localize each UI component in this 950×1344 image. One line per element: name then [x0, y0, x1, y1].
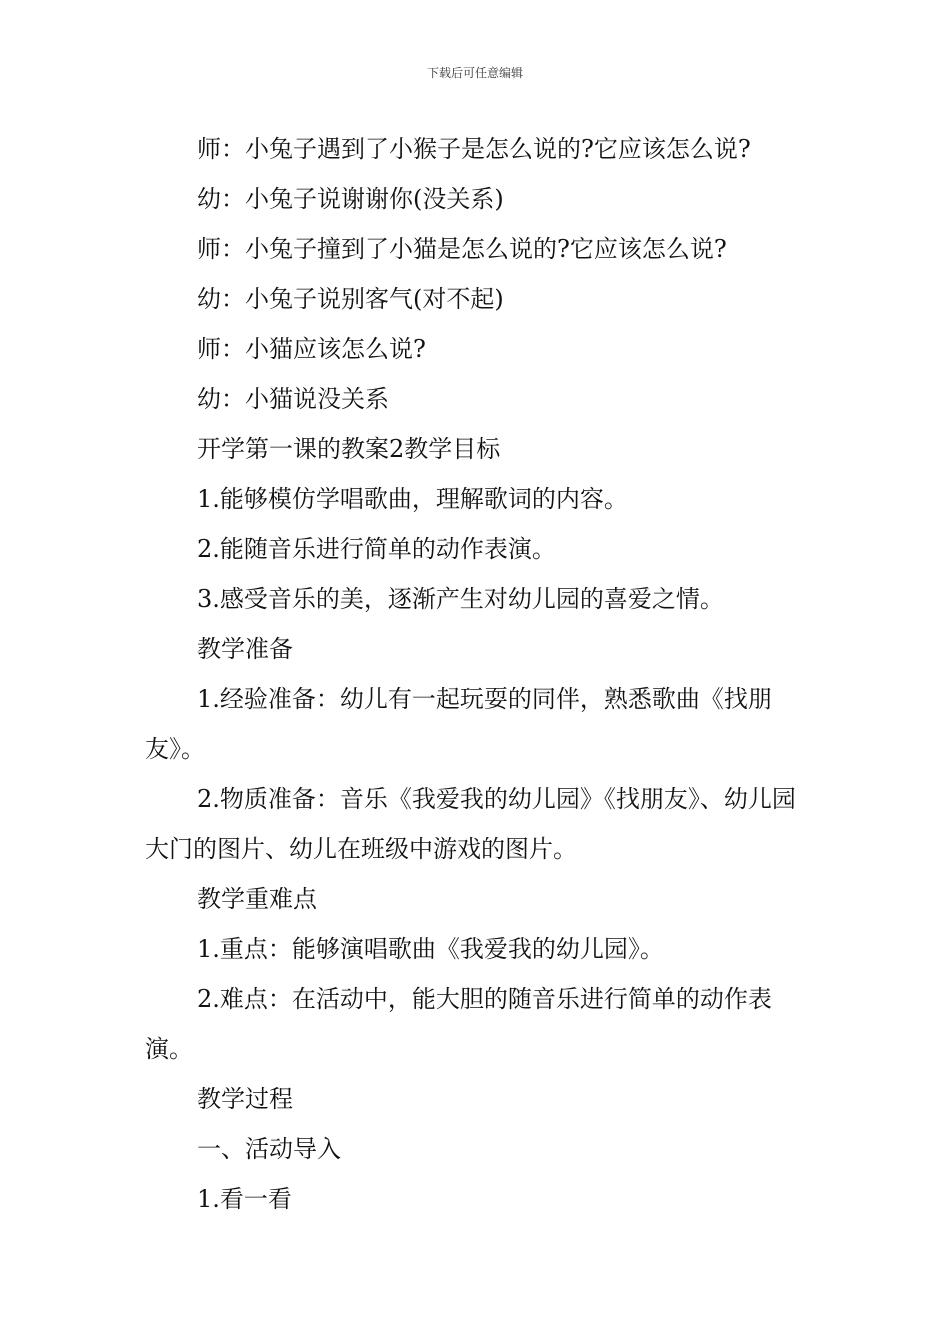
dialogue-line: 幼：小兔子说别客气(对不起)	[197, 285, 504, 313]
dialogue-line: 师：小兔子遇到了小猴子是怎么说的?它应该怎么说?	[197, 135, 751, 163]
section-heading-preparation: 教学准备	[197, 635, 293, 663]
dialogue-line: 幼：小猫说没关系	[197, 385, 389, 413]
section-heading-objectives: 开学第一课的教案2教学目标	[197, 435, 501, 463]
document-body	[145, 124, 807, 1224]
dialogue-line: 师：小猫应该怎么说?	[197, 335, 426, 363]
key-point-item: 2.难点：在活动中，能大胆的随音乐进行简单的动作表演。	[145, 985, 772, 1063]
process-step: 一、活动导入	[197, 1135, 341, 1163]
preparation-item: 1.经验准备：幼儿有一起玩耍的同伴，熟悉歌曲《找朋友》。	[145, 685, 772, 763]
key-point-item: 1.重点：能够演唱歌曲《我爱我的幼儿园》。	[197, 935, 664, 963]
section-heading-process: 教学过程	[197, 1085, 293, 1113]
dialogue-line: 幼：小兔子说谢谢你(没关系)	[197, 185, 504, 213]
preparation-item: 2.物质准备：音乐《我爱我的幼儿园》《找朋友》、幼儿园大门的图片、幼儿在班级中游戏的图片。	[145, 785, 796, 863]
process-substep: 1.看一看	[197, 1185, 292, 1213]
objective-item: 3.感受音乐的美，逐渐产生对幼儿园的喜爱之情。	[197, 585, 724, 613]
objective-item: 2.能随音乐进行简单的动作表演。	[197, 535, 556, 563]
section-heading-key-points: 教学重难点	[197, 885, 317, 913]
page-header: 下载后可任意编辑	[426, 66, 523, 80]
dialogue-line: 师：小兔子撞到了小猫是怎么说的?它应该怎么说?	[197, 235, 727, 263]
objective-item: 1.能够模仿学唱歌曲，理解歌词的内容。	[197, 485, 628, 513]
